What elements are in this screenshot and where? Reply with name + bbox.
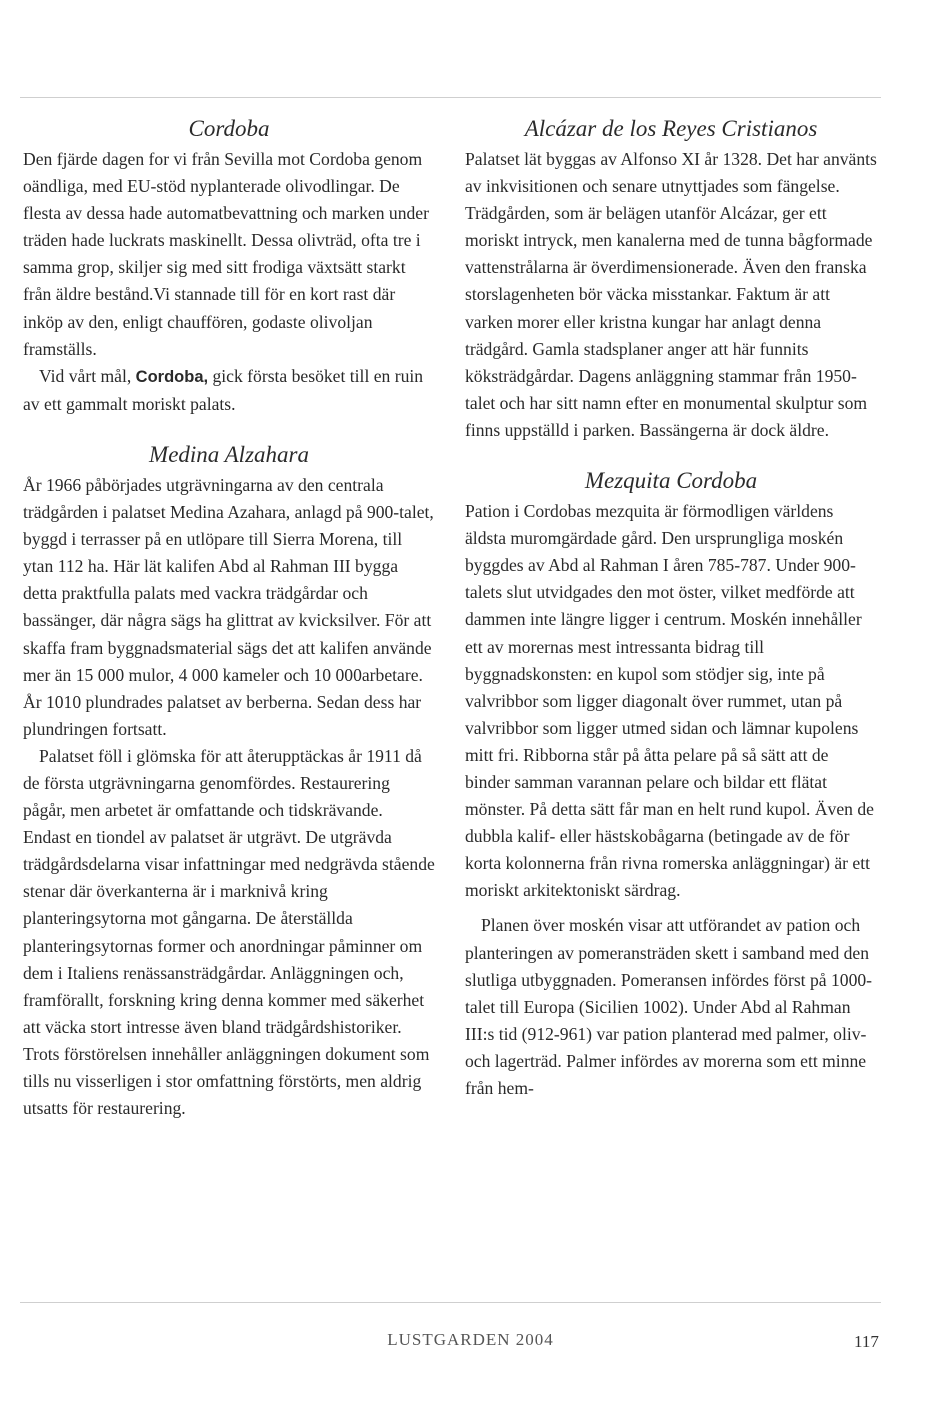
right-column	[465, 114, 877, 1102]
paragraph-cordoba-2-end: gick första besöket till en ruin av ett gammalt moriskt palats.	[23, 365, 424, 414]
paragraph-cordoba-1: Den fjärde dagen for vi från Sevilla mot Cordoba genom oändliga, med EU-stöd nyplanterade olivodlingar. De flesta av dessa hade automatbevattning och marken under träden hade luckrats maskinellt. Dessa olivträd, ofta tre i samma grop, skiljer sig med sitt frodiga växtsätt starkt från äldre bestånd.Vi stannade till för en kort rast där inköp av den, enligt chauffören, godaste olivoljan framställs.	[23, 149, 429, 359]
paragraph-alcazar-1: Palatset lät byggas av Alfonso XI år 1328. Det har använts av inkvisitionen och senare utnyttjades som fängelse. Trädgården, som är belägen utanför Alcázar, ger ett moriskt intryck, men kanalerna med de tunna bågformade vattenstrålarna är överdimensionerade. Även den franska storslagenheten bör väcka misstankar. Faktum är att varken morer eller kristna kungar har anlagt denna trädgård. Gamla stadsplaner anger att här funnits köksträdgårdar. Dagens anläggning stammar från 1950-talet och har sitt namn efter en monumental skulptur som finns uppställd i parken. Bassängerna är dock äldre.	[465, 149, 877, 440]
section-mezquita	[465, 466, 877, 1102]
footer-publication-title: LUSTGARDEN 2004	[387, 1330, 554, 1349]
paragraph-mezquita-1: Pation i Cordobas mezquita är förmodligen världens äldsta muromgärdade gård. Den ursprungliga moskén byggdes av Abd al Rahman I åren 785-787. Under 900-talets slut utvidgades den mot öster, vilket medförde att dammen inte längre ligger i centrum. Moskén innehåller ett av morernas mest intressanta bidrag till byggnadskonsten: en kupol som stödjer sig, inte på valvribbor som ligger diagonalt över rummet, utan på valvribbor som ligger utmed sidan och lämnar kupolens mitt fri. Ribborna står på åtta pelare på så sätt att de binder samman varannan pelare och bildar ett flätat mönster. På detta sätt får man en helt rund kupol. Även de dubbla kalif- eller hästskobågarna (betingade av de för korta kolonnerna från rivna romerska anläggningar) är ett moriskt arkitektoniskt särdrag.	[465, 501, 874, 901]
page-number: 117	[854, 1332, 879, 1351]
left-column	[23, 114, 435, 1122]
paragraph-medina-1: År 1966 påbörjades utgrävningarna av den centrala trädgården i palatset Medina Azahara, anlagd på 900-talet, byggd i terrasser på en utlöpare till Sierra Morena, till ytan 112 ha. Här lät kalifen Abd al Rahman III bygga detta praktfulla palats med vackra trädgårdar och bassänger, där några sägs ha glittrat av kvicksilver. För att skaffa fram byggnadsmaterial sägs det att kalifen använde mer än 15 000 mulor, 4 000 kameler och 10 000arbetare. År 1010 plundrades palatset av berberna. Sedan dess har plundringen fortsatt.	[23, 474, 434, 739]
heading-alcazar: Alcázar de los Reyes Cristianos	[524, 116, 818, 141]
bottom-divider	[20, 1302, 881, 1303]
paragraph-cordoba-2-start: Vid vårt mål,	[39, 365, 136, 386]
heading-cordoba: Cordoba	[188, 116, 270, 141]
top-divider	[20, 97, 881, 98]
paragraph-mezquita-2: Planen över moskén visar att utförandet av pation och planteringen av pomeransträden skett i samband med den slutliga utbyggnaden. Pomeransen infördes först på 1000-talet till Europa (Sicilien 1002). Under Abd al Rahman III:s tid (912-961) var pation planterad med palmer, oliv- och lagerträd. Palmer infördes av morerna som ett minne från hem-	[465, 915, 873, 1098]
section-cordoba	[23, 114, 435, 418]
cordoba-bold-term: Cordoba,	[135, 367, 209, 386]
section-medina-alzahara	[23, 440, 435, 1122]
section-alcazar	[465, 114, 877, 444]
paragraph-medina-2: Palatset föll i glömska för att återupptäckas år 1911 då de första utgrävningarna genomfördes. Restaurering pågår, men arbetet är omfattande och tidskrävande. Endast en tiondel av palatset är utgrävt. De utgrävda trädgårdsdelarna visar infattningar med nedgrävda stående stenar där överkanterna är i marknivå kring planteringsytorna mot gångarna. De återställda planteringsytornas former och anordningar påminner om dem i Italiens renässansträdgårdar. Anläggningen och, framförallt, forskning kring denna kommer med säkerhet att väcka stort intresse även bland trädgårdshistoriker. Trots förstörelsen innehåller anläggningen dokument som tills nu visserligen i stor omfattning förstörts, men aldrig utsatts för restaurering.	[23, 745, 435, 1119]
paragraph-cordoba-2	[23, 363, 435, 418]
heading-medina-alzahara: Medina Alzahara	[149, 441, 309, 467]
heading-mezquita: Mezquita Cordoba	[584, 468, 758, 494]
